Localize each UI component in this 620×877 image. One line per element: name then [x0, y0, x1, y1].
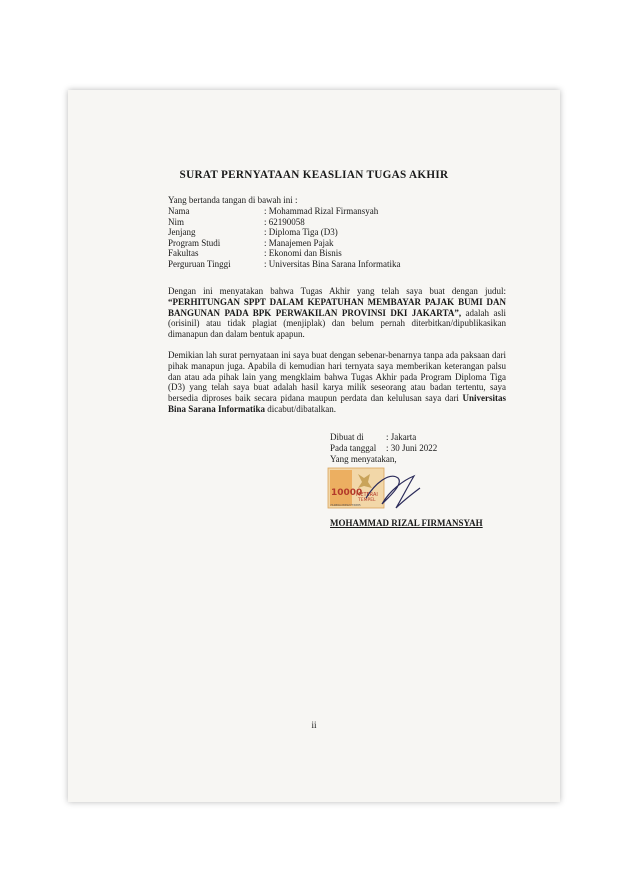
field-label: Fakultas — [168, 248, 199, 259]
date-value: : 30 Juni 2022 — [386, 442, 438, 453]
stamp-value: 10000 — [331, 488, 363, 498]
place-label: Dibuat di — [330, 432, 364, 442]
closing-paragraph — [168, 350, 506, 415]
field-value: : Manajemen Pajak — [264, 237, 334, 248]
date-row — [330, 443, 437, 454]
document-page — [68, 90, 560, 802]
field-value: : Diploma Tiga (D3) — [264, 227, 338, 238]
stamp-label-2: TEMPEL — [358, 498, 376, 503]
intro-text: Yang bertanda tangan di bawah ini : — [168, 195, 298, 205]
closing-ending: dicabut/dibatalkan. — [267, 403, 336, 414]
field-value: : Mohammad Rizal Firmansyah — [264, 206, 379, 216]
field-value: : Universitas Bina Sarana Informatika — [264, 258, 401, 269]
thesis-title: “PERHITUNGAN SPPT DALAM KEPATUHAN MEMBAYAR PAJAK BUMI DAN BANGUNAN PADA BPK PERWAKILAN PROVINSI DKI JAKARTA”, — [168, 296, 506, 318]
statement-rest: adalah asli (orisinil) atau tidak plagiat (menjiplak) dan belum pernah diterbitkan/dipublikasikan dimanapun dan dalam bentuk apapun. — [168, 307, 506, 340]
field-label: Nim — [168, 216, 185, 227]
place-value: : Jakarta — [386, 432, 417, 442]
field-label: Nama — [168, 206, 190, 216]
field-label: Perguruan Tinggi — [168, 258, 231, 269]
identity-row-name — [168, 206, 400, 217]
identity-row-program — [168, 238, 400, 249]
university-name: Universitas Bina Sarana Informatika — [168, 393, 506, 414]
signature-block — [330, 432, 437, 464]
identity-row-faculty — [168, 248, 400, 259]
statement-lead: Dengan ini menyatakan bahwa Tugas Akhir yang telah saya buat dengan judul: — [168, 286, 506, 296]
identity-row-nim — [168, 217, 400, 228]
stamp-code: 7A1B6AJX092776885 — [330, 503, 361, 507]
identity-table — [168, 206, 400, 270]
field-value: : 62190058 — [264, 216, 305, 227]
date-label: Pada tanggal — [330, 442, 377, 453]
place-row — [330, 432, 437, 443]
statement-closing: Yang menyatakan, — [330, 453, 397, 464]
identity-row-level — [168, 227, 400, 238]
stamp-signature-area — [318, 464, 428, 520]
statement-paragraph — [168, 286, 506, 340]
field-value: : Ekonomi dan Bisnis — [264, 248, 342, 259]
field-label: Jenjang — [168, 227, 196, 238]
signatory-name: MOHAMMAD RIZAL FIRMANSYAH — [330, 518, 483, 528]
revenue-stamp-icon — [318, 464, 428, 520]
identity-row-university — [168, 259, 400, 270]
page-number: ii — [311, 720, 317, 730]
document-title: SURAT PERNYATAAN KEASLIAN TUGAS AKHIR — [179, 169, 449, 181]
field-label: Program Studi — [168, 237, 221, 248]
stamp-label-1: METERAI — [356, 492, 378, 498]
closing-text: Demikian lah surat pernyataan ini saya buat dengan sebenar-benarnya tanpa ada paksaan dari pihak manapun juga. Apabila di kemudian hari ternyata saya memberikan keterangan palsu dan atau ada pihak lain yang mengklaim bahwa Tugas Akhir pada Program Diploma Tiga (D3) yang telah saya buat adalah hasil karya milik seseorang atau badan tertentu, saya bersedia diproses baik secara pidana maupun perdata dan kelulusan saya dari — [168, 350, 506, 404]
